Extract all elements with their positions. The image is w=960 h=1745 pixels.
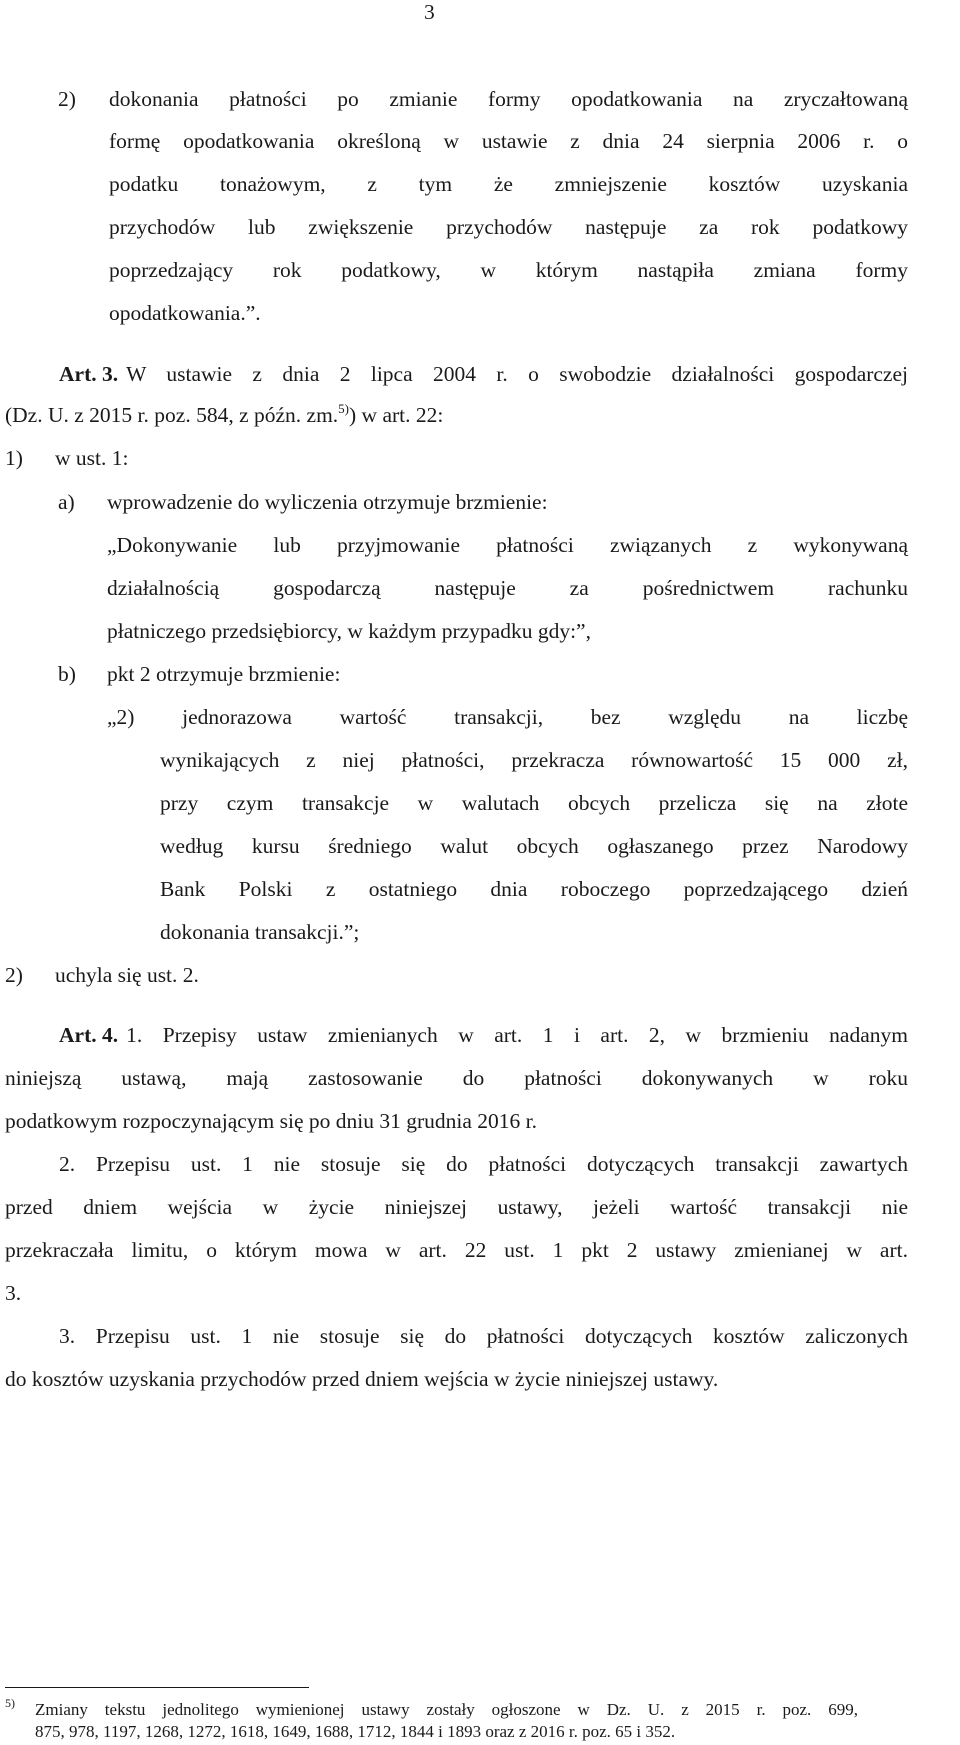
paragraph-line: podatkowym rozpoczynającym się po dniu 31 grudnia 2016 r. xyxy=(5,1109,538,1133)
paragraph-line: 3. xyxy=(5,1281,22,1305)
quote-line: wynikających z niej płatności, przekracza równowartość 15 000 zł, xyxy=(160,748,908,772)
footnote-marker: 5) xyxy=(5,1696,15,1710)
paragraph-line: przychodów lub zwiększenie przychodów następuje za rok podatkowy xyxy=(109,215,908,239)
list-letter: b) xyxy=(58,662,76,686)
footnote-line: 875, 978, 1197, 1268, 1272, 1618, 1649, 1688, 1712, 1844 i 1893 oraz z 2016 r. poz. 65 i 352. xyxy=(35,1722,676,1741)
paragraph-line: dokonania płatności po zmianie formy opodatkowania na zryczałtowaną xyxy=(109,87,908,111)
paragraph-line: (Dz. U. z 2015 r. poz. 584, z późn. zm.$^{5)}$) w art. 22: xyxy=(5,401,444,427)
list-text: pkt 2 otrzymuje brzmienie: xyxy=(107,662,341,686)
paragraph-line: 3. Przepisu ust. 1 nie stosuje się do płatności dotyczących kosztów zaliczonych xyxy=(59,1324,908,1348)
quote-line: „Dokonywanie lub przyjmowanie płatności związanych z wykonywaną xyxy=(107,533,908,557)
paragraph-line: przekraczała limitu, o którym mowa w art. 22 ust. 1 pkt 2 ustawy zmienianej w art. xyxy=(5,1238,908,1262)
quote-line: płatniczego przedsiębiorcy, w każdym przypadku gdy:”, xyxy=(107,619,591,643)
paragraph-line: niniejszą ustawą, mają zastosowanie do płatności dokonywanych w roku xyxy=(5,1066,908,1090)
footnote-separator xyxy=(5,1687,309,1688)
page-number: 3 xyxy=(424,0,435,24)
paragraph-line: podatku tonażowym, z tym że zmniejszenie kosztów uzyskania xyxy=(109,172,908,196)
quote-line: Bank Polski z ostatniego dnia roboczego poprzedzającego dzień xyxy=(160,877,908,901)
list-text: uchyla się ust. 2. xyxy=(55,963,199,987)
list-letter: a) xyxy=(58,490,75,514)
list-text: w ust. 1: xyxy=(55,446,129,470)
paragraph-line: przed dniem wejścia w życie niniejszej ustawy, jeżeli wartość transakcji nie xyxy=(5,1195,908,1219)
paragraph-line: 1. Przepisy ustaw zmienianych w art. 1 i art. 2, w brzmieniu nadanym xyxy=(126,1023,908,1047)
paragraph-line: opodatkowania.”. xyxy=(109,301,261,325)
list-number: 1) xyxy=(5,446,23,470)
paragraph-line: W ustawie z dnia 2 lipca 2004 r. o swobodzie działalności gospodarczej xyxy=(126,362,908,386)
quote-line: „2) jednorazowa wartość transakcji, bez względu na liczbę xyxy=(107,705,908,729)
quote-line: według kursu średniego walut obcych ogłaszanego przez Narodowy xyxy=(160,834,908,858)
art3-heading-line xyxy=(59,364,908,386)
paragraph-line: do kosztów uzyskania przychodów przed dniem wejścia w życie niniejszej ustawy. xyxy=(5,1367,719,1391)
paragraph-line: poprzedzający rok podatkowy, w którym nastąpiła zmiana formy xyxy=(109,258,908,282)
list-text: wprowadzenie do wyliczenia otrzymuje brzmienie: xyxy=(107,490,548,514)
article-label: Art. 3. xyxy=(59,362,119,386)
paragraph-line: 2. Przepisu ust. 1 nie stosuje się do płatności dotyczących transakcji zawartych xyxy=(59,1152,908,1176)
list-number: 2) xyxy=(58,87,76,111)
quote-line: działalnością gospodarczą następuje za pośrednictwem rachunku xyxy=(107,576,908,600)
art4-heading-line xyxy=(59,1025,908,1047)
paragraph-line: formę opodatkowania określoną w ustawie z dnia 24 sierpnia 2006 r. o xyxy=(109,129,908,153)
article-label: Art. 4. xyxy=(59,1023,119,1047)
footnote-reference[interactable]: 5) xyxy=(338,401,350,416)
list-number: 2) xyxy=(5,963,23,987)
footnote-line: Zmiany tekstu jednolitego wymienionej ustawy zostały ogłoszone w Dz. U. z 2015 r. poz. 699, xyxy=(35,1700,858,1719)
quote-line: dokonania transakcji.”; xyxy=(160,920,360,944)
quote-line: przy czym transakcje w walutach obcych przelicza się na złote xyxy=(160,791,908,815)
